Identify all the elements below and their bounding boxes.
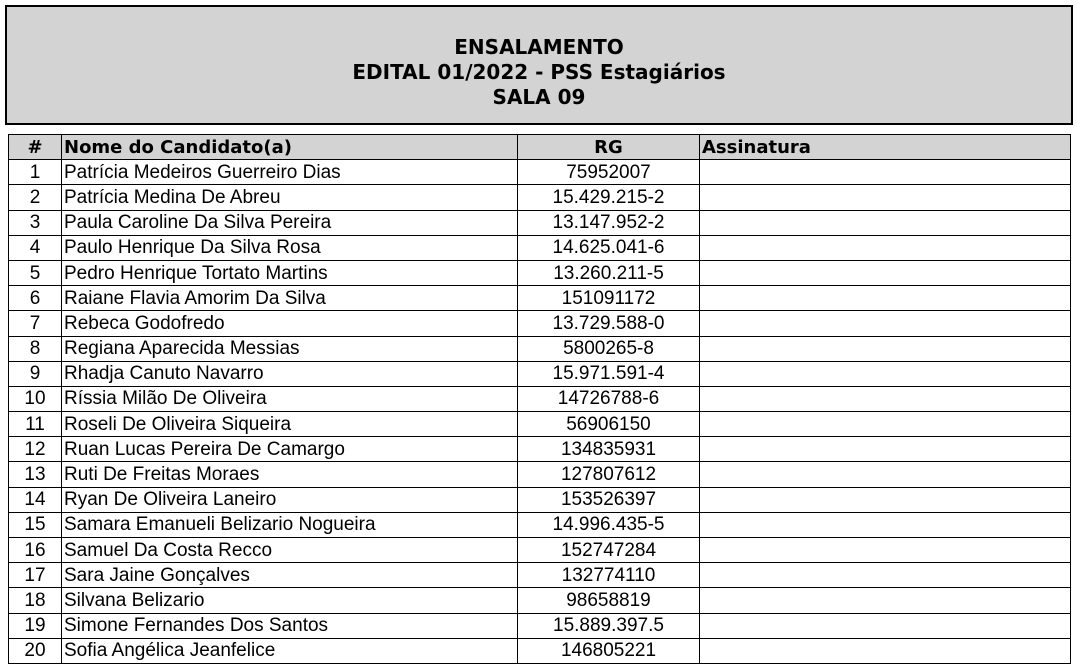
candidate-rg: 56906150 <box>518 412 700 437</box>
table-row <box>9 361 1071 386</box>
signature-cell <box>700 160 1071 185</box>
table-row <box>9 512 1071 537</box>
candidate-name: Sofia Angélica Jeanfelice <box>62 638 518 663</box>
candidate-name: Silvana Belizario <box>62 588 518 613</box>
column-header-rg: RG <box>518 135 700 160</box>
table-row <box>9 260 1071 285</box>
row-number: 2 <box>9 185 62 210</box>
candidate-rg: 14.996.435-5 <box>518 512 700 537</box>
signature-cell <box>700 538 1071 563</box>
table-row <box>9 210 1071 235</box>
row-number: 7 <box>9 311 62 336</box>
column-header-number: # <box>9 135 62 160</box>
table-row <box>9 336 1071 361</box>
candidate-rg: 5800265-8 <box>518 336 700 361</box>
candidate-name: Patrícia Medeiros Guerreiro Dias <box>62 160 518 185</box>
header-edital: EDITAL 01/2022 - PSS Estagiários <box>352 59 726 84</box>
row-number: 9 <box>9 361 62 386</box>
signature-cell <box>700 235 1071 260</box>
table-row <box>9 286 1071 311</box>
candidate-rg: 13.729.588-0 <box>518 311 700 336</box>
table-row <box>9 437 1071 462</box>
row-number: 1 <box>9 160 62 185</box>
table-row <box>9 487 1071 512</box>
row-number: 3 <box>9 210 62 235</box>
row-number: 5 <box>9 260 62 285</box>
row-number: 15 <box>9 512 62 537</box>
row-number: 17 <box>9 563 62 588</box>
header-room: SALA 09 <box>492 84 586 109</box>
table-row <box>9 386 1071 411</box>
table-row <box>9 235 1071 260</box>
table-row <box>9 563 1071 588</box>
table-row <box>9 185 1071 210</box>
candidate-name: Ruti De Freitas Moraes <box>62 462 518 487</box>
header-title: ENSALAMENTO <box>454 34 624 59</box>
signature-cell <box>700 386 1071 411</box>
candidate-name: Samara Emanueli Belizario Nogueira <box>62 512 518 537</box>
table-row <box>9 613 1071 638</box>
candidate-rg: 14.625.041-6 <box>518 235 700 260</box>
row-number: 4 <box>9 235 62 260</box>
signature-cell <box>700 638 1071 663</box>
row-number: 12 <box>9 437 62 462</box>
column-header-signature: Assinatura <box>700 135 1071 160</box>
candidate-rg: 134835931 <box>518 437 700 462</box>
row-number: 18 <box>9 588 62 613</box>
table-row <box>9 638 1071 663</box>
candidate-table <box>8 134 1071 664</box>
candidate-rg: 13.147.952-2 <box>518 210 700 235</box>
candidate-rg: 15.429.215-2 <box>518 185 700 210</box>
signature-cell <box>700 487 1071 512</box>
signature-cell <box>700 588 1071 613</box>
candidate-name: Roseli De Oliveira Siqueira <box>62 412 518 437</box>
table-row <box>9 160 1071 185</box>
signature-cell <box>700 437 1071 462</box>
candidate-name: Simone Fernandes Dos Santos <box>62 613 518 638</box>
table-body <box>9 160 1071 664</box>
candidate-name: Rhadja Canuto Navarro <box>62 361 518 386</box>
candidate-name: Regiana Aparecida Messias <box>62 336 518 361</box>
candidate-name: Rebeca Godofredo <box>62 311 518 336</box>
signature-cell <box>700 361 1071 386</box>
row-number: 8 <box>9 336 62 361</box>
candidate-rg: 75952007 <box>518 160 700 185</box>
signature-cell <box>700 311 1071 336</box>
candidate-name: Patrícia Medina De Abreu <box>62 185 518 210</box>
row-number: 11 <box>9 412 62 437</box>
candidate-rg: 15.971.591-4 <box>518 361 700 386</box>
signature-cell <box>700 462 1071 487</box>
column-header-name: Nome do Candidato(a) <box>62 135 518 160</box>
candidate-rg: 151091172 <box>518 286 700 311</box>
row-number: 19 <box>9 613 62 638</box>
row-number: 14 <box>9 487 62 512</box>
candidate-rg: 98658819 <box>518 588 700 613</box>
row-number: 16 <box>9 538 62 563</box>
signature-cell <box>700 185 1071 210</box>
candidate-name: Ríssia Milão De Oliveira <box>62 386 518 411</box>
row-number: 6 <box>9 286 62 311</box>
table-row <box>9 311 1071 336</box>
signature-cell <box>700 210 1071 235</box>
candidate-rg: 14726788-6 <box>518 386 700 411</box>
row-number: 10 <box>9 386 62 411</box>
table-row <box>9 412 1071 437</box>
table-header-row <box>9 135 1071 160</box>
candidate-rg: 153526397 <box>518 487 700 512</box>
signature-cell <box>700 412 1071 437</box>
signature-cell <box>700 613 1071 638</box>
signature-cell <box>700 563 1071 588</box>
table-row <box>9 588 1071 613</box>
candidate-rg: 13.260.211-5 <box>518 260 700 285</box>
candidate-rg: 15.889.397.5 <box>518 613 700 638</box>
candidate-name: Ruan Lucas Pereira De Camargo <box>62 437 518 462</box>
table-row <box>9 538 1071 563</box>
candidate-name: Sara Jaine Gonçalves <box>62 563 518 588</box>
candidate-rg: 132774110 <box>518 563 700 588</box>
candidate-rg: 146805221 <box>518 638 700 663</box>
row-number: 20 <box>9 638 62 663</box>
signature-cell <box>700 286 1071 311</box>
candidate-name: Paula Caroline Da Silva Pereira <box>62 210 518 235</box>
candidate-name: Pedro Henrique Tortato Martins <box>62 260 518 285</box>
signature-cell <box>700 260 1071 285</box>
candidate-rg: 152747284 <box>518 538 700 563</box>
signature-cell <box>700 512 1071 537</box>
signature-cell <box>700 336 1071 361</box>
candidate-name: Raiane Flavia Amorim Da Silva <box>62 286 518 311</box>
candidate-name: Paulo Henrique Da Silva Rosa <box>62 235 518 260</box>
table-row <box>9 462 1071 487</box>
row-number: 13 <box>9 462 62 487</box>
table-header <box>9 135 1071 160</box>
document-header <box>5 5 1073 125</box>
candidate-rg: 127807612 <box>518 462 700 487</box>
candidate-name: Ryan De Oliveira Laneiro <box>62 487 518 512</box>
candidate-name: Samuel Da Costa Recco <box>62 538 518 563</box>
